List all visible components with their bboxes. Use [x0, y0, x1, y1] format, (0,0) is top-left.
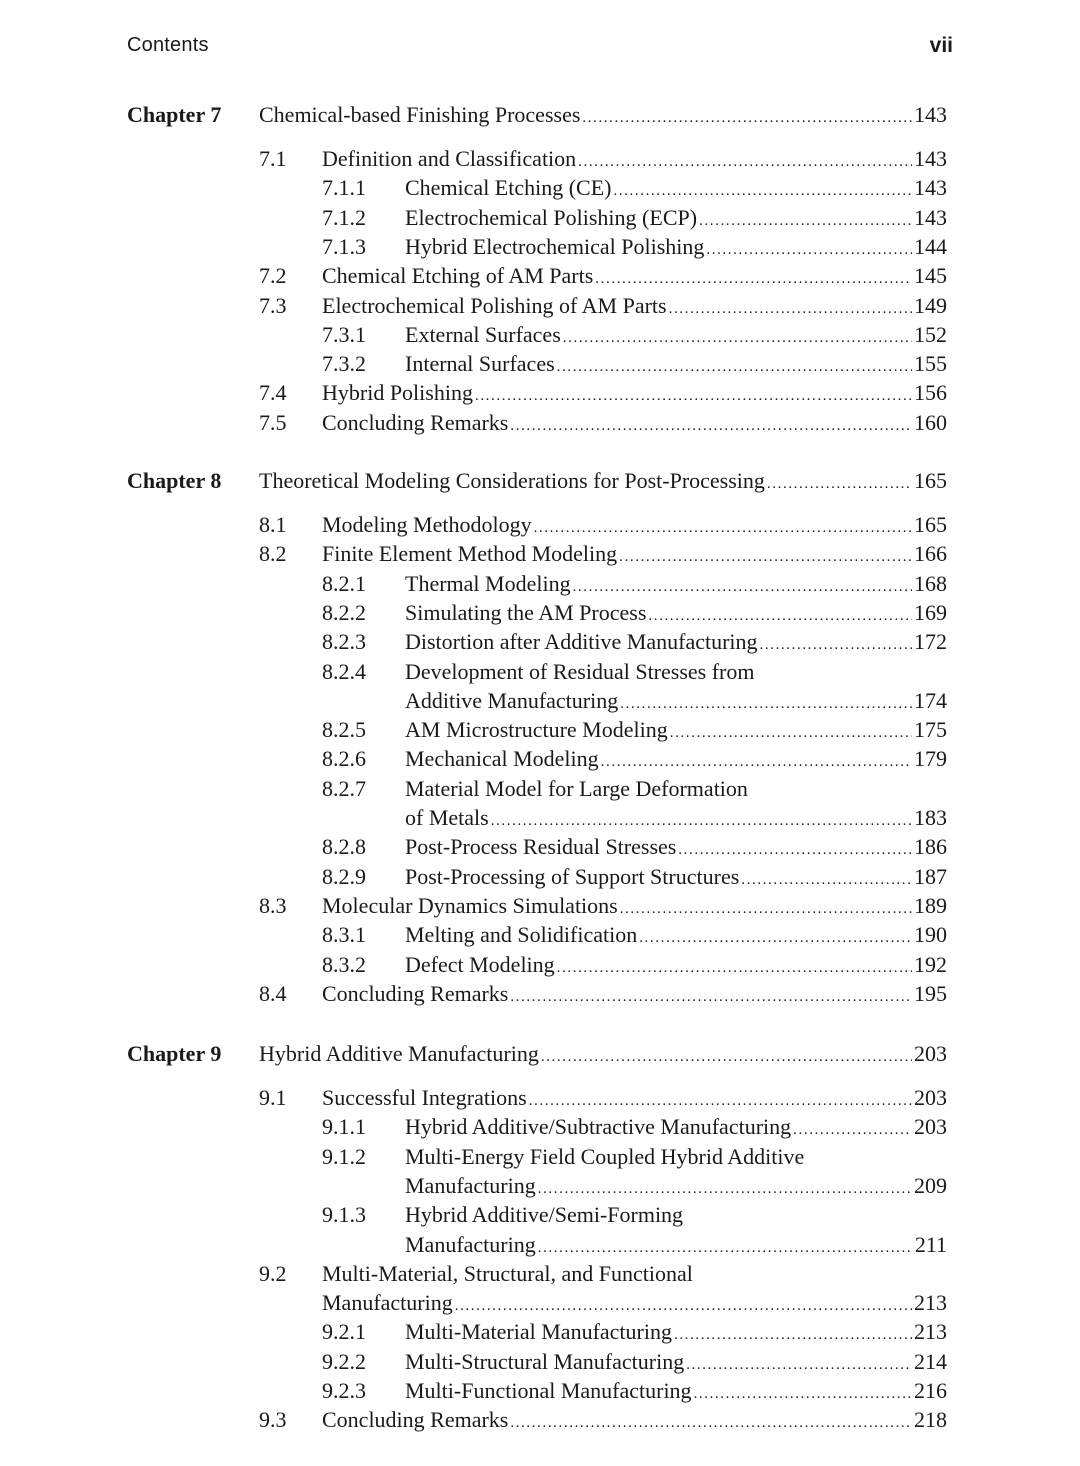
- dot-leader: [510, 982, 912, 1009]
- subsection-number: 8.2.8: [322, 834, 366, 860]
- subsection-number: 9.2.3: [322, 1378, 366, 1403]
- subsection-number: 9.2.2: [322, 1348, 366, 1374]
- dot-leader: [699, 206, 912, 233]
- toc-entry-line: [259, 100, 947, 130]
- toc-entry-line: [322, 291, 947, 321]
- subsection-number: 8.2.2: [322, 599, 366, 625]
- dot-leader: [614, 176, 913, 203]
- dot-leader: [582, 103, 912, 130]
- toc-entry-title: Simulating the AM Process: [405, 599, 647, 625]
- dot-leader: [694, 1379, 912, 1406]
- dot-leader: [529, 1086, 912, 1113]
- dot-leader: [455, 1291, 912, 1318]
- subsection-number: 8.2.3: [322, 629, 366, 655]
- subsection-number: 7.1.3: [322, 233, 366, 259]
- toc-entry-page: 183: [914, 805, 947, 830]
- subsection-number: 7.1.1: [322, 175, 366, 201]
- toc-entry-title: Concluding Remarks: [322, 409, 509, 435]
- toc-entry-page: 190: [914, 922, 947, 948]
- toc-entry-line: [322, 1288, 947, 1318]
- toc-entry-page: 160: [914, 409, 947, 435]
- toc-entry-page: 203: [914, 1114, 947, 1140]
- toc-entry-title: Manufacturing: [322, 1290, 453, 1316]
- toc-entry-page: 174: [914, 687, 947, 713]
- toc-entry-page: 172: [914, 629, 947, 655]
- toc-entry-line: [322, 408, 947, 438]
- toc-entry-title: Multi-Structural Manufacturing: [405, 1348, 685, 1374]
- toc-entry-line: [405, 1317, 947, 1347]
- section-number: 9.1: [259, 1085, 287, 1110]
- toc-entry-page: 192: [914, 951, 947, 977]
- toc-entry-title: External Surfaces: [405, 321, 561, 347]
- dot-leader: [674, 1320, 912, 1347]
- toc-entry-title: Modeling Methodology: [322, 512, 532, 537]
- toc-entry-page: 195: [914, 980, 947, 1006]
- toc-entry-title: Additive Manufacturing: [405, 687, 619, 713]
- toc-entry-line: [259, 466, 947, 496]
- toc-entry-line: [322, 979, 947, 1009]
- toc-entry-page: 155: [914, 351, 947, 377]
- toc-entry-title: Melting and Solidification: [405, 922, 638, 948]
- toc-entry-title-first-line: Hybrid Additive/Semi-Forming: [405, 1202, 684, 1228]
- page-number: vii: [929, 34, 953, 57]
- section-number: 7.2: [259, 263, 287, 289]
- toc-entry-title: Thermal Modeling: [405, 570, 571, 596]
- toc-entry-page: 216: [914, 1378, 947, 1403]
- chapter-label: Chapter 7: [127, 102, 222, 127]
- toc-entry-line: [405, 1230, 947, 1260]
- toc-entry-title: Distortion after Additive Manufacturing: [405, 629, 758, 655]
- toc-entry-line: [322, 1083, 947, 1113]
- toc-entry-page: 213: [914, 1319, 947, 1345]
- toc-entry-title: of Metals: [405, 805, 489, 830]
- section-number: 7.4: [259, 380, 287, 406]
- dot-leader: [619, 542, 912, 569]
- toc-entry-line: [405, 598, 947, 628]
- dot-leader: [541, 1042, 912, 1069]
- toc-entry-page: 165: [914, 512, 947, 537]
- dot-leader: [601, 747, 912, 774]
- subsection-number: 8.2.6: [322, 746, 366, 772]
- section-number: 8.4: [259, 980, 287, 1006]
- toc-entry-line: [405, 569, 947, 599]
- toc-entry-page: 209: [914, 1172, 947, 1198]
- dot-leader: [578, 147, 912, 174]
- dot-leader: [669, 294, 912, 321]
- toc-entry-title: Manufacturing: [405, 1231, 536, 1257]
- section-number: 7.5: [259, 409, 287, 435]
- dot-leader: [573, 572, 912, 599]
- dot-leader: [741, 865, 912, 892]
- toc-entry-line: [405, 203, 947, 233]
- running-title: Contents: [127, 34, 209, 56]
- dot-leader: [648, 601, 912, 628]
- subsection-number: 9.1.2: [322, 1143, 366, 1169]
- dot-leader: [538, 1233, 913, 1260]
- toc-entry-line: [405, 232, 947, 262]
- toc-entry-line: [405, 862, 947, 892]
- toc-entry-page: 179: [914, 746, 947, 772]
- toc-entry-page: 186: [914, 834, 947, 860]
- dot-leader: [510, 411, 912, 438]
- toc-entry-line: [259, 1039, 947, 1069]
- toc-entry-title: Molecular Dynamics Simulations: [322, 892, 618, 918]
- dot-leader: [678, 835, 912, 862]
- toc-entry-page: 143: [914, 102, 947, 127]
- toc-entry-page: 213: [914, 1290, 947, 1316]
- section-number: 8.1: [259, 512, 287, 537]
- dot-leader: [557, 953, 912, 980]
- dot-leader: [563, 323, 912, 350]
- toc-entry-title-first-line: Multi-Energy Field Coupled Hybrid Additive: [405, 1143, 805, 1169]
- dot-leader: [620, 894, 912, 921]
- section-number: 9.2: [259, 1260, 287, 1286]
- toc-entry-page: 203: [914, 1041, 947, 1066]
- toc-entry-page: 169: [914, 599, 947, 625]
- toc-entry-page: 143: [914, 175, 947, 201]
- toc-entry-title: Defect Modeling: [405, 951, 555, 977]
- toc-entry-title: Post-Process Residual Stresses: [405, 834, 677, 860]
- toc-entry-line: [322, 510, 947, 540]
- toc-entry-line: [405, 1171, 947, 1201]
- subsection-number: 7.3.2: [322, 351, 366, 377]
- toc-entry-line: [405, 950, 947, 980]
- toc-entry-line: [322, 378, 947, 408]
- dot-leader: [706, 235, 912, 262]
- toc-entry-title: Multi-Functional Manufacturing: [405, 1378, 692, 1403]
- toc-entry-title: Concluding Remarks: [322, 980, 509, 1006]
- toc-entry-page: 214: [914, 1348, 947, 1374]
- subsection-number: 9.1.3: [322, 1202, 366, 1228]
- dot-leader: [760, 630, 912, 657]
- toc-entry-title: Mechanical Modeling: [405, 746, 599, 772]
- subsection-number: 9.2.1: [322, 1319, 366, 1345]
- dot-leader: [538, 1174, 912, 1201]
- toc-entry-page: 156: [914, 380, 947, 406]
- toc-entry-title: Concluding Remarks: [322, 1407, 509, 1433]
- section-number: 8.2: [259, 541, 287, 567]
- dot-leader: [620, 689, 912, 716]
- toc-entry-page: 165: [914, 468, 947, 493]
- subsection-number: 8.3.1: [322, 922, 366, 948]
- toc-entry-line: [405, 715, 947, 745]
- toc-entry-title: Hybrid Polishing: [322, 380, 473, 406]
- toc-entry-page: 168: [914, 570, 947, 596]
- toc-entry-line: [405, 320, 947, 350]
- toc-entry-page: 175: [914, 717, 947, 743]
- dot-leader: [491, 806, 912, 833]
- toc-entry-title: Successful Integrations: [322, 1085, 527, 1110]
- toc-entry-line: [322, 891, 947, 921]
- toc-entry-line: [405, 173, 947, 203]
- chapter-label: Chapter 9: [127, 1041, 222, 1066]
- dot-leader: [670, 718, 912, 745]
- toc-entry-title: Internal Surfaces: [405, 351, 555, 377]
- subsection-number: 7.1.2: [322, 204, 366, 230]
- chapter-label: Chapter 8: [127, 468, 222, 493]
- toc-entry-line: [405, 1376, 947, 1406]
- toc-entry-title-first-line: Development of Residual Stresses from: [405, 658, 755, 684]
- toc-entry-line: [322, 1405, 947, 1435]
- dot-leader: [595, 264, 912, 291]
- toc-entry-page: 145: [914, 263, 947, 289]
- toc-entry-page: 152: [914, 321, 947, 347]
- toc-entry-page: 203: [914, 1085, 947, 1110]
- dot-leader: [686, 1350, 912, 1377]
- toc-entry-page: 149: [914, 292, 947, 318]
- toc-entry-title: Multi-Material Manufacturing: [405, 1319, 672, 1345]
- toc-entry-title: Chemical-based Finishing Processes: [259, 102, 581, 127]
- subsection-number: 9.1.1: [322, 1114, 366, 1140]
- section-number: 8.3: [259, 892, 287, 918]
- dot-leader: [639, 923, 912, 950]
- toc-entry-page: 189: [914, 892, 947, 918]
- dot-leader: [510, 1408, 912, 1435]
- section-number: 7.1: [259, 146, 287, 171]
- toc-entry-page: 143: [914, 146, 947, 171]
- toc-entry-title: Chemical Etching (CE): [405, 175, 612, 201]
- subsection-number: 8.2.7: [322, 775, 366, 801]
- toc-entry-title: Post-Processing of Support Structures: [405, 863, 740, 889]
- section-number: 7.3: [259, 292, 287, 318]
- toc-entry-page: 187: [914, 863, 947, 889]
- toc-entry-title-first-line: Multi-Material, Structural, and Functional: [322, 1260, 693, 1286]
- toc-entry-line: [405, 1347, 947, 1377]
- toc-entry-title-first-line: Material Model for Large Deformation: [405, 775, 748, 801]
- toc-entry-title: Electrochemical Polishing of AM Parts: [322, 292, 667, 318]
- toc-entry-title: Hybrid Additive/Subtractive Manufacturing: [405, 1114, 792, 1140]
- toc-entry-line: [322, 261, 947, 291]
- toc-entry-line: [405, 1112, 947, 1142]
- toc-entry-page: 218: [914, 1407, 947, 1433]
- toc-entry-page: 166: [914, 541, 947, 567]
- toc-entry-page: 144: [914, 233, 947, 259]
- dot-leader: [793, 1115, 912, 1142]
- toc-entry-line: [405, 686, 947, 716]
- toc-entry-line: [405, 832, 947, 862]
- toc-entry-line: [405, 920, 947, 950]
- toc-entry-line: [405, 803, 947, 833]
- dot-leader: [475, 381, 912, 408]
- subsection-number: 8.2.4: [322, 658, 366, 684]
- subsection-number: 7.3.1: [322, 321, 366, 347]
- section-number: 9.3: [259, 1407, 287, 1433]
- toc-entry-line: [405, 349, 947, 379]
- toc-entry-page: 211: [914, 1231, 947, 1257]
- dot-leader: [767, 469, 912, 496]
- toc-entry-title: Finite Element Method Modeling: [322, 541, 618, 567]
- toc-entry-line: [322, 144, 947, 174]
- toc-entry-line: [322, 539, 947, 569]
- dot-leader: [534, 513, 912, 540]
- subsection-number: 8.3.2: [322, 951, 366, 977]
- toc-entry-title: Hybrid Electrochemical Polishing: [405, 233, 705, 259]
- toc-entry-title: Electrochemical Polishing (ECP): [405, 204, 698, 230]
- toc-entry-title: AM Microstructure Modeling: [405, 717, 668, 743]
- toc-entry-title: Hybrid Additive Manufacturing: [259, 1041, 539, 1066]
- toc-entry-title: Manufacturing: [405, 1172, 536, 1198]
- subsection-number: 8.2.1: [322, 570, 366, 596]
- subsection-number: 8.2.9: [322, 863, 366, 889]
- toc-entry-line: [405, 744, 947, 774]
- toc-entry-title: Definition and Classification: [322, 146, 577, 171]
- toc-entry-page: 143: [914, 204, 947, 230]
- dot-leader: [557, 352, 912, 379]
- toc-entry-title: Chemical Etching of AM Parts: [322, 263, 594, 289]
- subsection-number: 8.2.5: [322, 717, 366, 743]
- toc-entry-title: Theoretical Modeling Considerations for Post-Processing: [259, 468, 765, 493]
- toc-entry-line: [405, 627, 947, 657]
